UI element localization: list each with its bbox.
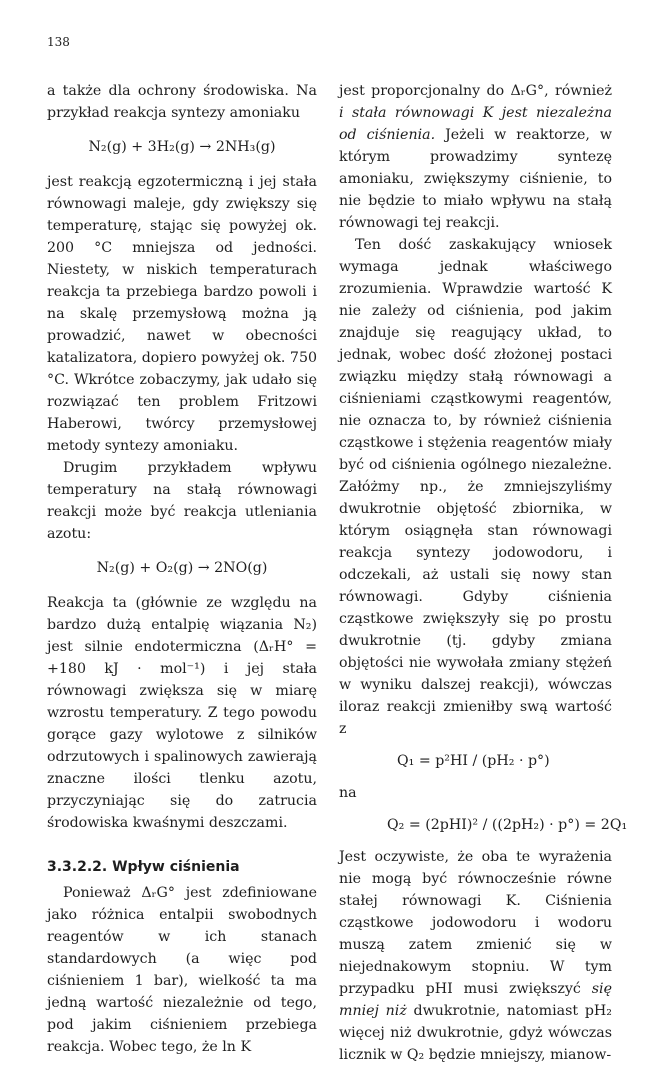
emphasis: się mniej niż bbox=[339, 981, 612, 1019]
text: dwukrotnie, natomiast pH₂ więcej niż dwukrotnie, gdyż wówczas licznik w Q₂ będzie mniejszy, mianow- bbox=[339, 1003, 612, 1063]
text: Jest oczywiste, że oba te wyrażenia nie mogą być równocześnie równe stałej równowagi K. Ciśnienia cząstkowe jodowodoru i wodoru muszą zatem zmienić się w niejednakowym stopniu. W tym przypadku pHI musi zwiększyć bbox=[339, 849, 612, 997]
connector-word: na bbox=[339, 785, 357, 801]
text: jest proporcjonalny do ΔᵣG°, również bbox=[339, 83, 612, 99]
paragraph: a także dla ochrony środowiska. Na przykład reakcja syntezy amoniaku bbox=[47, 83, 317, 121]
paragraph: Drugim przykładem wpływu temperatury na stałą równowagi reakcji może być reakcja utleniania azotu: bbox=[47, 460, 317, 542]
emphasis: i stała równowagi K jest niezależna od ciśnienia. bbox=[339, 105, 612, 143]
text: Jeżeli w reaktorze, w którym prowadzimy syntezę amoniaku, zwiększymy ciśnienie, to nie będzie to miało wpływu na stałą równowagi tej reakcji. bbox=[339, 127, 612, 231]
equation-q1: Q₁ = p²HI / (pH₂ · p°) bbox=[397, 753, 550, 769]
page-number: 138 bbox=[47, 35, 70, 49]
paragraph: jest reakcją egzotermiczną i jej stała równowagi maleje, gdy zwiększy się temperaturę, stając się powyżej ok. 200 °C mniejsza od jedności. Niestety, w niskich temperaturach reakcja ta przebiega bardzo powoli i na skalę przemysłową można ją prowadzić, nawet w obecności katalizatora, dopiero powyżej ok. 750 °C. Wkrótce zobaczymy, jak udało się rozwiązać ten problem Fritzowi Haberowi, twórcy przemysłowej metody syntezy amoniaku. bbox=[47, 174, 317, 454]
right-column bbox=[339, 80, 628, 1066]
left-column bbox=[47, 80, 317, 1058]
paragraph: Ponieważ ΔᵣG° jest zdefiniowane jako różnica entalpii swobodnych reagentów w ich stanach standardowych (a więc pod ciśnieniem 1 bar), wielkość ta ma jedną wartość niezależnie od tego, pod jakim ciśnieniem przebiega reakcja. Wobec tego, że ln K bbox=[47, 885, 317, 1055]
equation-ammonia-synthesis: N₂(g) + 3H₂(g) → 2NH₃(g) bbox=[88, 139, 276, 155]
equation-nitrogen-oxidation: N₂(g) + O₂(g) → 2NO(g) bbox=[96, 560, 268, 576]
section-heading: 3.3.2.2. Wpływ ciśnienia bbox=[47, 859, 240, 875]
paragraph: Reakcja ta (głównie ze względu na bardzo dużą entalpię wiązania N₂) jest silnie endotermiczna (ΔᵣH° = +180 kJ · mol⁻¹) i jej stała równowagi zwiększa się w miarę wzrostu temperatury. Z tego powodu gorące gazy wylotowe z silników odrzutowych i spalinowych zawierają znaczne ilości tlenku azotu, przyczyniając się do zatrucia środowiska kwaśnymi deszczami. bbox=[47, 595, 317, 831]
paragraph bbox=[339, 80, 612, 234]
equation-q2: Q₂ = (2pHI)² / ((2pH₂) · p°) = 2Q₁ bbox=[387, 817, 628, 833]
paragraph: Ten dość zaskakujący wniosek wymaga jednak właściwego zrozumienia. Wprawdzie wartość K nie zależy od ciśnienia, pod jakim znajduje się reagujący układ, to jednak, wobec dość złożonej postaci związku między stałą równowagi a ciśnieniami cząstkowymi reagentów, nie oznacza to, by również ciśnienia cząstkowe i stężenia reagentów miały być od ciśnienia ogólnego niezależne. Załóżmy np., że zmniejszyliśmy dwukrotnie objętość zbiornika, w którym osiągnęła stan równowagi reakcja syntezy jodowodoru, i odczekali, aż ustali się nowy stan równowagi. Gdyby ciśnienia cząstkowe zwiększyły się po prostu dwukrotnie (tj. gdyby zmiana objętości nie wywołała zmiany stężeń w wyniku dalszej reakcji), wówczas iloraz reakcji zmieniłby swą wartość z bbox=[339, 237, 612, 737]
paragraph bbox=[339, 846, 612, 1066]
